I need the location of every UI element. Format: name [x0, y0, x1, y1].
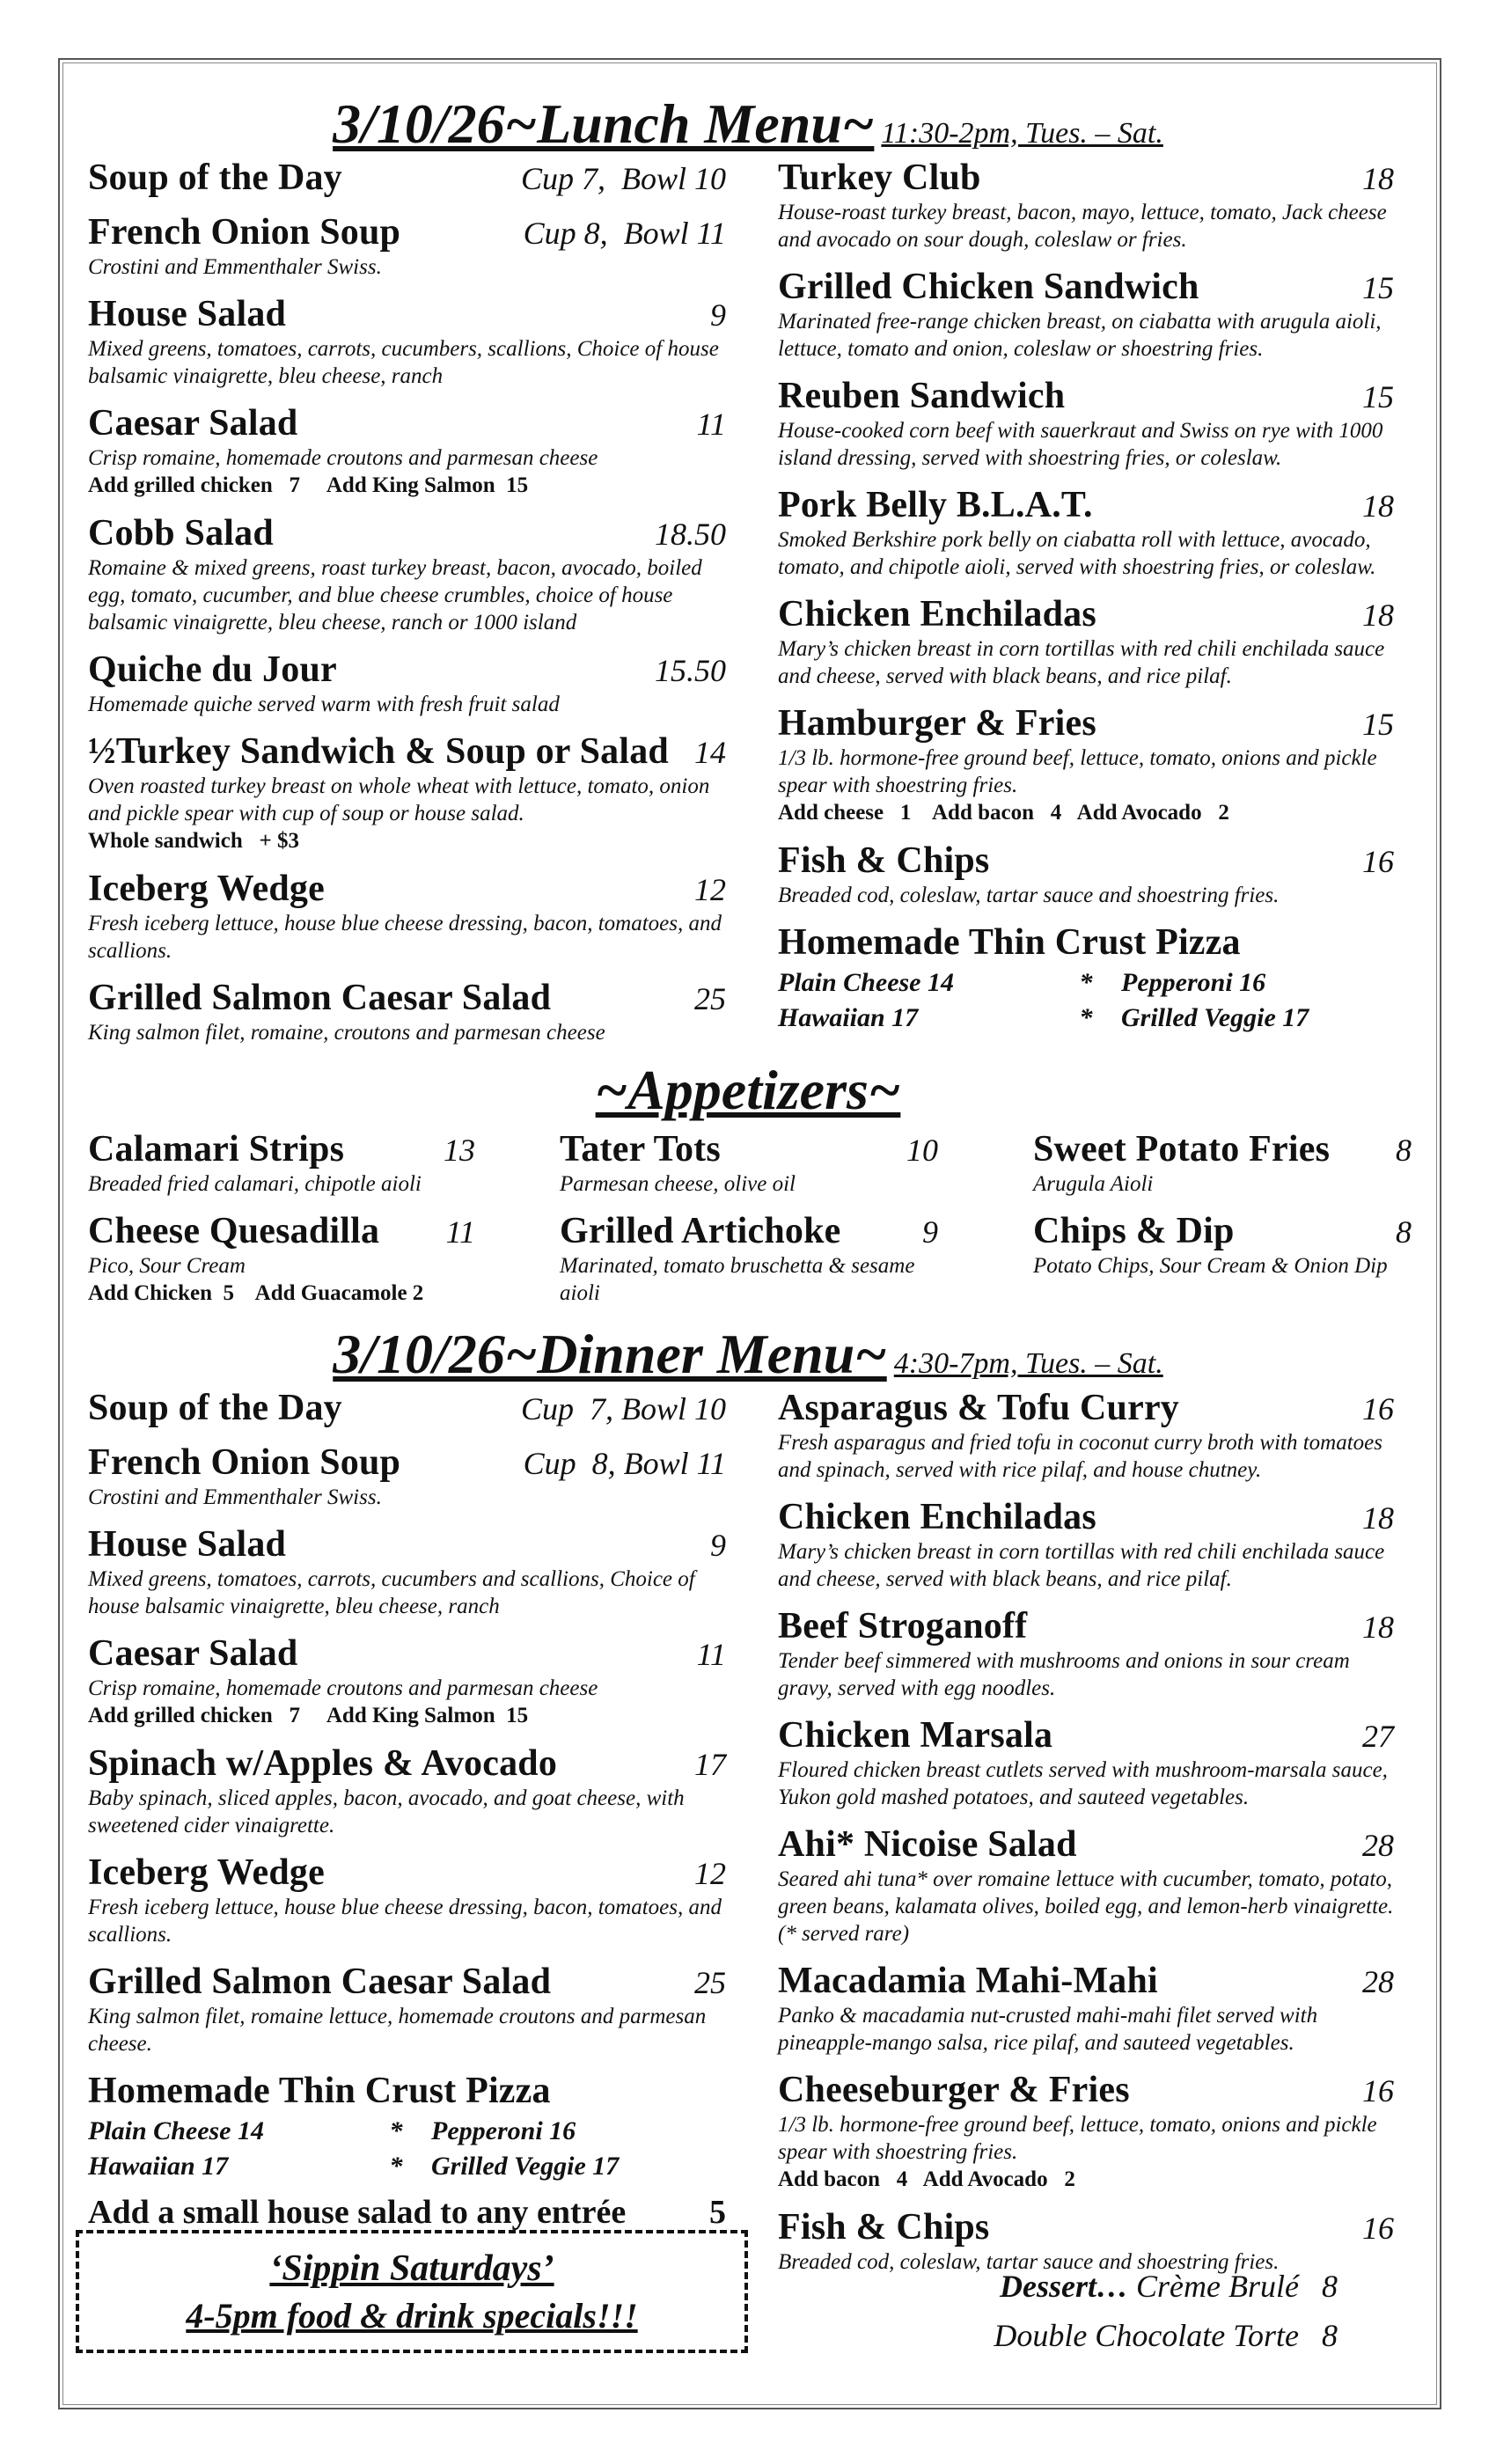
- menu-item-header: [88, 730, 726, 773]
- menu-item-description: Crostini and Emmenthaler Swiss.: [88, 255, 382, 279]
- menu-item: [778, 2069, 1394, 2194]
- menu-item-header: [88, 1441, 726, 1484]
- side-salad-price: 5: [709, 2194, 726, 2231]
- menu-item-price: 12: [694, 872, 726, 907]
- menu-item-addons: Add cheese 1 Add bacon 4 Add Avocado 2: [778, 801, 1229, 825]
- menu-item: [560, 1210, 938, 1307]
- menu-item-description: Crisp romaine, homemade croutons and parmesan cheese: [88, 446, 598, 470]
- menu-item-name: Homemade Thin Crust Pizza: [778, 922, 1241, 963]
- menu-item-name: Sweet Potato Fries: [1033, 1129, 1331, 1170]
- menu-item-price: 18: [1362, 598, 1394, 633]
- menu-item-price: 18: [1362, 488, 1394, 524]
- dinner-left-column: [88, 1387, 726, 2232]
- menu-item: [778, 921, 1394, 964]
- menu-item-name: French Onion Soup: [88, 212, 401, 253]
- menu-item-description: House-cooked corn beef with sauerkraut and Swiss on rye with 1000 island dressing, served with shoestring fries, or coleslaw.: [778, 419, 1383, 470]
- menu-item-price: 18.50: [655, 517, 726, 552]
- dessert-price: 8: [1322, 2269, 1338, 2304]
- menu-item-name: Fish & Chips: [778, 2207, 990, 2248]
- size-price: Bowl 11: [623, 216, 726, 251]
- size-price: Cup: [523, 1446, 576, 1481]
- menu-item-header: [1033, 1210, 1412, 1252]
- menu-item: [88, 211, 726, 281]
- menu-item-price: 11: [696, 1637, 726, 1672]
- dinner-menu-header: [0, 1322, 1496, 1387]
- menu-item-price: 16: [1362, 2211, 1394, 2246]
- menu-item-name: Cheese Quesadilla: [88, 1211, 380, 1251]
- menu-item: [88, 1210, 475, 1308]
- sippin-saturdays-promo: [76, 2230, 748, 2353]
- menu-item-header: [88, 1128, 475, 1170]
- lunch-menu-header: [0, 92, 1496, 157]
- menu-item-description: Homemade quiche served warm with fresh fruit salad: [88, 693, 560, 716]
- pizza-option: Grilled Veggie 17: [1121, 1003, 1309, 1032]
- menu-item-name: Chicken Enchiladas: [778, 594, 1096, 634]
- menu-item-header: [778, 375, 1394, 417]
- menu-item-price: 28: [1362, 1964, 1394, 1999]
- menu-item-description: Fresh asparagus and fried tofu in coconut curry broth with tomatoes and spinach, served with rice pilaf, and house chutney.: [778, 1431, 1383, 1482]
- menu-item-price: 15: [1362, 379, 1394, 414]
- menu-item-description: Fresh iceberg lettuce, house blue cheese dressing, bacon, tomatoes, and scallions.: [88, 912, 722, 963]
- menu-item-name: Chicken Enchiladas: [778, 1497, 1096, 1537]
- menu-item-description: Baby spinach, sliced apples, bacon, avocado, and goat cheese, with sweetened cider vinaigrette.: [88, 1786, 685, 1837]
- menu-item-name: Beef Stroganoff: [778, 1606, 1028, 1646]
- menu-item: [778, 593, 1394, 690]
- menu-item-description: Breaded cod, coleslaw, tartar sauce and shoestring fries.: [778, 884, 1280, 907]
- menu-item-description: Parmesan cheese, olive oil: [560, 1172, 796, 1196]
- menu-item: [1033, 1128, 1412, 1198]
- menu-item: [88, 977, 726, 1046]
- menu-item-price: 28: [1362, 1828, 1394, 1863]
- menu-item-description: Mary’s chicken breast in corn tortillas with red chili enchilada sauce and cheese, served with black beans, and rice pilaf.: [778, 1540, 1385, 1591]
- appetizers-column-2: [560, 1128, 938, 1319]
- size-price: Cup 7,: [520, 161, 605, 196]
- menu-item-name: Asparagus & Tofu Curry: [778, 1388, 1179, 1428]
- menu-item-addons: Add bacon 4 Add Avocado 2: [778, 2167, 1075, 2191]
- menu-item-price: 11: [696, 407, 726, 442]
- menu-item-description: King salmon filet, romaine, croutons and parmesan cheese: [88, 1021, 605, 1045]
- menu-item-header: [778, 1387, 1394, 1429]
- menu-item-price: 14: [694, 735, 726, 770]
- menu-item-sizes: [521, 1390, 726, 1427]
- menu-item-price: 16: [1362, 1391, 1394, 1426]
- menu-item-name: Macadamia Mahi-Mahi: [778, 1961, 1158, 2001]
- menu-item-sizes: [524, 215, 726, 252]
- menu-item-price: 25: [694, 1965, 726, 2000]
- menu-item-header: [778, 266, 1394, 308]
- menu-item-header: [88, 1523, 726, 1566]
- menu-item-header: [88, 649, 726, 691]
- menu-item: [778, 484, 1394, 581]
- pizza-options: [88, 2114, 726, 2184]
- menu-item-price: 9: [922, 1214, 938, 1250]
- menu-item: [778, 157, 1394, 253]
- menu-item: [88, 402, 726, 500]
- pizza-row: [778, 965, 1394, 1001]
- menu-item-name: Fish & Chips: [778, 840, 990, 881]
- pizza-option: Plain Cheese 14: [778, 968, 954, 997]
- menu-item-description: Arugula Aioli: [1033, 1172, 1154, 1196]
- menu-item-price: 27: [1362, 1719, 1394, 1754]
- dessert-name: Crème Brulé: [1136, 2269, 1299, 2304]
- menu-item-header: [778, 702, 1394, 744]
- menu-item-price: 11: [445, 1214, 475, 1250]
- menu-item-description: House-roast turkey breast, bacon, mayo, lettuce, tomato, Jack cheese and avocado on sour dough, coleslaw or fries.: [778, 201, 1387, 252]
- menu-item-name: Calamari Strips: [88, 1129, 345, 1170]
- promo-title: ‘Sippin Saturdays’: [269, 2248, 554, 2289]
- menu-item-description: 1/3 lb. hormone-free ground beef, lettuce, tomato, onions and pickle spear with shoestring fries.: [778, 2113, 1377, 2164]
- menu-item-price: 8: [1396, 1214, 1412, 1250]
- pizza-separator: *: [389, 2152, 403, 2181]
- menu-item-description: Floured chicken breast cutlets served with mushroom-marsala sauce, Yukon gold mashed potatoes, and sauteed vegetables.: [778, 1758, 1388, 1809]
- menu-item-description: Mixed greens, tomatoes, carrots, cucumbers and scallions, Choice of house balsamic vinaigrette, bleu cheese, ranch: [88, 1567, 695, 1618]
- menu-item-name: House Salad: [88, 1524, 287, 1565]
- menu-item-name: Grilled Chicken Sandwich: [778, 267, 1199, 307]
- menu-item-header: [560, 1128, 938, 1170]
- menu-item-price: 15.50: [655, 653, 726, 688]
- menu-item: [778, 1387, 1394, 1484]
- menu-item: [778, 1823, 1394, 1947]
- menu-item: [88, 1128, 475, 1198]
- lunch-menu-hours: 11:30-2pm, Tues. – Sat.: [881, 117, 1163, 150]
- menu-item-header: [560, 1210, 938, 1252]
- menu-item-description: Crisp romaine, homemade croutons and parmesan cheese: [88, 1676, 598, 1700]
- menu-item-name: ½Turkey Sandwich & Soup or Salad: [88, 731, 669, 772]
- lunch-menu-title: 3/10/26~Lunch Menu~: [333, 92, 875, 155]
- pizza-row: [88, 2114, 726, 2149]
- menu-item-header: [88, 1387, 726, 1429]
- menu-item: [88, 157, 726, 199]
- dinner-menu-title: 3/10/26~Dinner Menu~: [333, 1323, 887, 1385]
- menu-item: [88, 730, 726, 855]
- menu-item: [88, 1852, 726, 1948]
- dessert-item: [880, 2311, 1338, 2360]
- pizza-option: Plain Cheese 14: [88, 2116, 264, 2145]
- menu-item: [88, 649, 726, 718]
- side-salad-note: [88, 2193, 726, 2232]
- menu-item-description: Mixed greens, tomatoes, carrots, cucumbers, scallions, Choice of house balsamic vinaigrette, bleu cheese, ranch: [88, 337, 719, 388]
- menu-item-name: Pork Belly B.L.A.T.: [778, 485, 1093, 525]
- menu-item-description: Marinated free-range chicken breast, on ciabatta with arugula aioli, lettuce, tomato and onion, coleslaw or shoestring fries.: [778, 310, 1382, 361]
- menu-item-description: Fresh iceberg lettuce, house blue cheese dressing, bacon, tomatoes, and scallions.: [88, 1896, 722, 1947]
- menu-item-price: 15: [1362, 707, 1394, 742]
- menu-item: [88, 1387, 726, 1429]
- menu-item-description: Seared ahi tuna* over romaine lettuce with cucumber, tomato, potato, green beans, kalamata olives, boiled egg, and lemon-herb vinaigrette. (* served rare): [778, 1867, 1394, 1946]
- promo-specials: 4-5pm food & drink specials!!!: [186, 2296, 638, 2336]
- dessert-item: [880, 2262, 1338, 2311]
- menu-item-header: [778, 2206, 1394, 2248]
- menu-item-addons: Add grilled chicken 7 Add King Salmon 15: [88, 473, 529, 497]
- size-price: Bowl 10: [620, 161, 726, 196]
- menu-item: [88, 1961, 726, 2057]
- menu-item-header: [88, 1961, 726, 2003]
- menu-item-addons: Add Chicken 5 Add Guacamole 2: [88, 1281, 424, 1305]
- menu-item-name: French Onion Soup: [88, 1442, 401, 1483]
- appetizers-header: [0, 1058, 1496, 1123]
- menu-item-header: [88, 157, 726, 199]
- menu-item-name: Chicken Marsala: [778, 1715, 1053, 1756]
- menu-item-price: 18: [1362, 1610, 1394, 1645]
- menu-item-header: [88, 402, 726, 444]
- menu-item-price: 17: [694, 1747, 726, 1782]
- menu-item-price: 10: [906, 1133, 938, 1168]
- menu-item: [88, 293, 726, 390]
- menu-item-name: House Salad: [88, 294, 287, 334]
- menu-item-name: Reuben Sandwich: [778, 376, 1066, 416]
- dessert-name: Double Chocolate Torte: [994, 2318, 1299, 2353]
- menu-item-sizes: [521, 160, 726, 197]
- menu-item: [88, 512, 726, 636]
- size-price: 8, Bowl 11: [591, 1446, 726, 1481]
- menu-item-name: Cheeseburger & Fries: [778, 2070, 1130, 2110]
- menu-item-header: [778, 2069, 1394, 2111]
- menu-item-price: 15: [1362, 270, 1394, 305]
- dessert-price: 8: [1322, 2318, 1338, 2353]
- menu-item-name: Homemade Thin Crust Pizza: [88, 2071, 551, 2111]
- size-price: 7, Bowl 10: [589, 1391, 726, 1426]
- menu-item-name: Hamburger & Fries: [778, 703, 1096, 744]
- menu-item-name: Iceberg Wedge: [88, 869, 325, 909]
- menu-item-name: Turkey Club: [778, 158, 981, 198]
- menu-item-header: [88, 1210, 475, 1252]
- lunch-right-column: [778, 157, 1394, 1045]
- dinner-right-column: [778, 1387, 1394, 2288]
- menu-item-addons: Whole sandwich + $3: [88, 829, 299, 853]
- menu-item-name: Spinach w/Apples & Avocado: [88, 1743, 558, 1784]
- menu-item-header: [88, 1632, 726, 1675]
- dessert-label: Dessert…: [1000, 2269, 1129, 2304]
- appetizers-title: ~Appetizers~: [595, 1059, 901, 1121]
- lunch-left-column: [88, 157, 726, 1059]
- menu-item: [778, 1714, 1394, 1811]
- menu-item-header: [778, 921, 1394, 964]
- dinner-menu-hours: 4:30-7pm, Tues. – Sat.: [893, 1347, 1163, 1380]
- menu-item: [778, 375, 1394, 472]
- menu-item-header: [88, 211, 726, 253]
- menu-item: [778, 702, 1394, 827]
- menu-item-header: [88, 512, 726, 554]
- dessert-section: [880, 2262, 1338, 2360]
- menu-item-header: [88, 2070, 726, 2112]
- menu-item: [88, 1523, 726, 1620]
- menu-item: [778, 1960, 1394, 2057]
- menu-item-header: [778, 593, 1394, 635]
- menu-item-price: 9: [710, 297, 726, 333]
- menu-item-name: Grilled Salmon Caesar Salad: [88, 1962, 552, 2002]
- menu-item-price: 8: [1396, 1133, 1412, 1168]
- menu-item-description: Potato Chips, Sour Cream & Onion Dip: [1033, 1254, 1388, 1278]
- pizza-separator: *: [1079, 1003, 1093, 1032]
- menu-item: [88, 2070, 726, 2112]
- menu-item-description: Oven roasted turkey breast on whole wheat with lettuce, tomato, onion and pickle spear with cup of soup or house salad.: [88, 774, 710, 825]
- menu-item-name: Caesar Salad: [88, 1633, 298, 1674]
- menu-item-description: 1/3 lb. hormone-free ground beef, lettuce, tomato, onions and pickle spear with shoestring fries.: [778, 746, 1377, 797]
- menu-item-sizes: [524, 1445, 726, 1482]
- menu-item-price: 18: [1362, 161, 1394, 196]
- pizza-option: Grilled Veggie 17: [431, 2152, 620, 2181]
- pizza-row: [778, 1001, 1394, 1036]
- menu-item-header: [88, 868, 726, 910]
- menu-item: [560, 1128, 938, 1198]
- menu-item-header: [778, 484, 1394, 526]
- size-price: Cup 8,: [523, 216, 608, 251]
- menu-item-header: [778, 840, 1394, 882]
- menu-item-description: Breaded cod, coleslaw, tartar sauce and shoestring fries.: [778, 2250, 1280, 2274]
- menu-item-price: 18: [1362, 1500, 1394, 1536]
- menu-item-header: [88, 977, 726, 1019]
- menu-item-description: King salmon filet, romaine lettuce, homemade croutons and parmesan cheese.: [88, 2005, 707, 2056]
- pizza-option: Pepperoni 16: [431, 2116, 576, 2145]
- pizza-option: Hawaiian 17: [88, 2152, 229, 2181]
- menu-item: [778, 266, 1394, 363]
- menu-item-description: Mary’s chicken breast in corn tortillas with red chili enchilada sauce and cheese, served with black beans, and rice pilaf.: [778, 637, 1385, 688]
- menu-item: [88, 868, 726, 964]
- menu-item: [88, 1742, 726, 1839]
- menu-item: [1033, 1210, 1412, 1280]
- pizza-option: Hawaiian 17: [778, 1003, 919, 1032]
- menu-item-name: Soup of the Day: [88, 1388, 342, 1428]
- menu-item: [778, 1605, 1394, 1702]
- menu-item-header: [88, 1742, 726, 1785]
- menu-item-header: [778, 1823, 1394, 1866]
- menu-item-price: 25: [694, 981, 726, 1016]
- menu-item-header: [88, 1852, 726, 1894]
- menu-item-name: Grilled Salmon Caesar Salad: [88, 978, 552, 1018]
- menu-item-header: [88, 293, 726, 335]
- menu-item-name: Cobb Salad: [88, 513, 274, 554]
- side-salad-text: Add a small house salad to any entrée: [88, 2194, 627, 2231]
- pizza-row: [88, 2149, 726, 2184]
- pizza-option: Pepperoni 16: [1121, 968, 1266, 997]
- menu-item-price: 16: [1362, 2073, 1394, 2108]
- menu-item-header: [1033, 1128, 1412, 1170]
- menu-item-description: Romaine & mixed greens, roast turkey breast, bacon, avocado, boiled egg, tomato, cucumber, and blue cheese crumbles, choice of house balsamic vinaigrette, bleu cheese, ranch or 1000 island: [88, 556, 702, 634]
- menu-item-name: Quiche du Jour: [88, 649, 337, 690]
- menu-item-header: [778, 1960, 1394, 2002]
- menu-item-description: Panko & macadamia nut-crusted mahi-mahi filet served with pineapple-mango salsa, rice pilaf, and sauteed vegetables.: [778, 2004, 1318, 2055]
- menu-item-description: Smoked Berkshire pork belly on ciabatta roll with lettuce, avocado, tomato, and chipotle aioli, served with shoestring fries, or coleslaw.: [778, 528, 1376, 579]
- menu-item-header: [778, 157, 1394, 199]
- menu-item-price: 13: [444, 1133, 475, 1168]
- menu-item: [778, 840, 1394, 909]
- menu-item-description: Tender beef simmered with mushrooms and onions in sour cream gravy, served with egg noodles.: [778, 1649, 1350, 1700]
- menu-item-name: Iceberg Wedge: [88, 1852, 325, 1893]
- menu-item: [88, 1632, 726, 1730]
- menu-item-description: Marinated, tomato bruschetta & sesame aioli: [560, 1254, 915, 1305]
- menu-item-description: Pico, Sour Cream: [88, 1254, 246, 1278]
- menu-item: [778, 1496, 1394, 1593]
- menu-item-name: Chips & Dip: [1033, 1211, 1235, 1251]
- menu-item-description: Crostini and Emmenthaler Swiss.: [88, 1485, 382, 1509]
- menu-item-header: [778, 1496, 1394, 1538]
- pizza-separator: *: [1079, 968, 1093, 997]
- menu-item: [88, 1441, 726, 1511]
- pizza-separator: *: [389, 2116, 403, 2145]
- menu-item-name: Caesar Salad: [88, 403, 298, 444]
- appetizers-column-3: [1033, 1128, 1412, 1292]
- menu-item-price: 9: [710, 1528, 726, 1563]
- menu-item-header: [778, 1714, 1394, 1756]
- menu-item-name: Soup of the Day: [88, 158, 342, 198]
- menu-item-name: Ahi* Nicoise Salad: [778, 1824, 1077, 1865]
- pizza-options: [778, 965, 1394, 1036]
- menu-item-name: Grilled Artichoke: [560, 1211, 841, 1251]
- menu-item-price: 16: [1362, 844, 1394, 879]
- size-price: Cup: [520, 1391, 574, 1426]
- menu-item-name: Tater Tots: [560, 1129, 721, 1170]
- appetizers-column-1: [88, 1128, 475, 1320]
- menu-item-price: 12: [694, 1856, 726, 1891]
- menu-item-description: Breaded fried calamari, chipotle aioli: [88, 1172, 422, 1196]
- menu-item-addons: Add grilled chicken 7 Add King Salmon 15: [88, 1704, 529, 1727]
- menu-item-header: [778, 1605, 1394, 1647]
